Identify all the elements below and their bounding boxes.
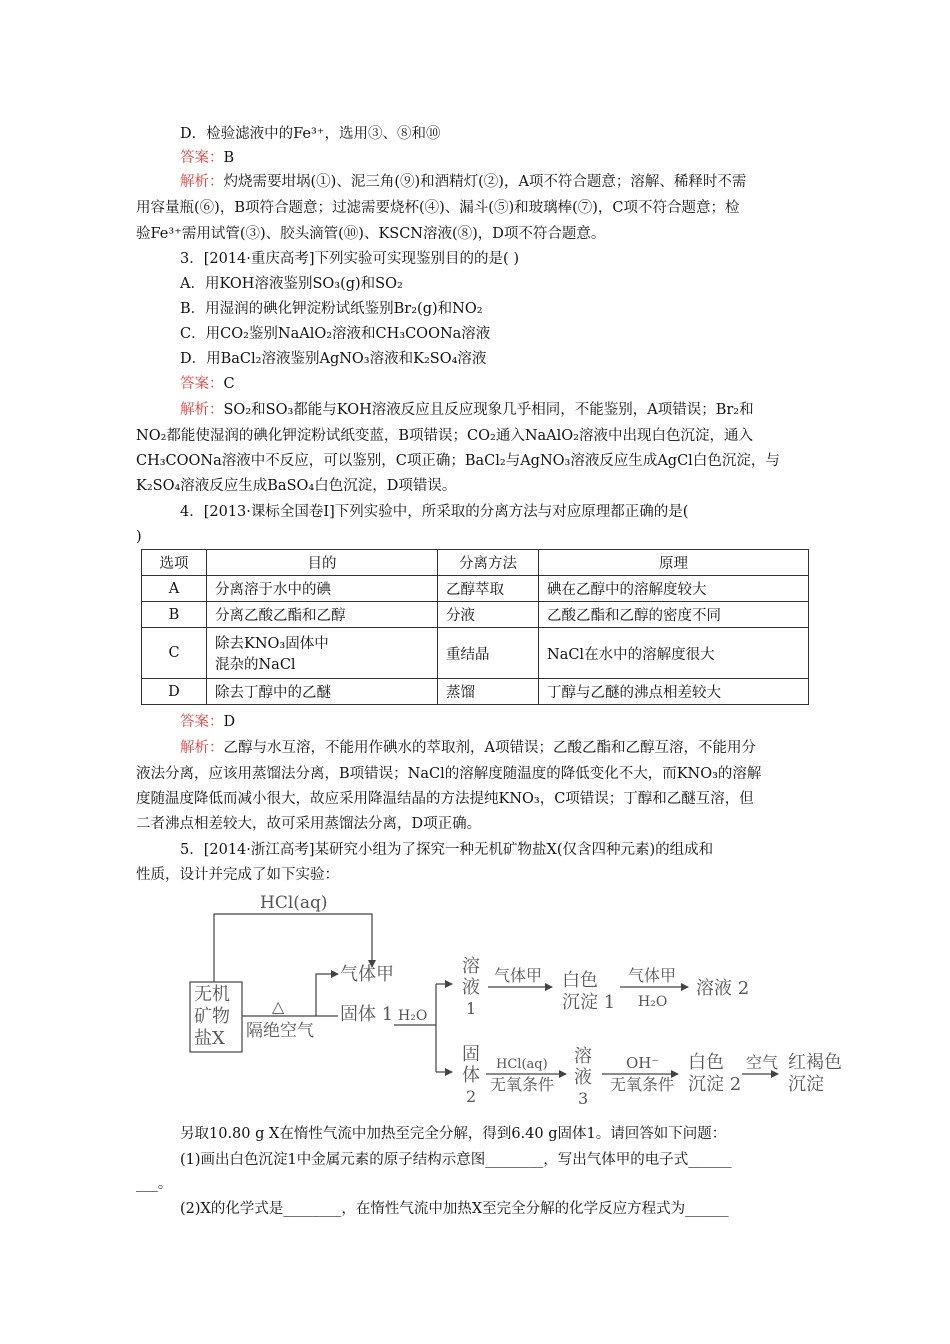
white-ppt1-label: 白色: [562, 970, 598, 991]
heat-label: △: [272, 997, 285, 1016]
solution1-label: 溶: [462, 956, 480, 977]
table-cell: A: [142, 576, 207, 602]
q2-analysis-line: [180, 172, 746, 192]
table-cell: 丁醇与乙醚的沸点相差较大: [539, 679, 809, 705]
experiment-flow-diagram: [180, 892, 860, 1114]
answer-value: D: [223, 714, 236, 730]
q3-option-b: B．用湿润的碘化钾淀粉试纸鉴别Br₂(g)和NO₂: [180, 301, 483, 317]
table-row: [142, 602, 809, 628]
table-cell: 蒸馏: [438, 679, 539, 705]
table-header: 分离方法: [438, 550, 539, 576]
q3-answer: [180, 374, 235, 394]
table-header: 原理: [539, 550, 809, 576]
table-cell: 乙酸乙酯和乙醇的密度不同: [539, 602, 809, 628]
q3-analysis-line: [180, 400, 754, 420]
table-cell: NaCl在水中的溶解度很大: [539, 628, 809, 679]
table-cell: B: [142, 602, 207, 628]
q4-analysis-line: 度随温度降低而减小很大，故应采用降温结晶的方法提纯KNO₃，C项错误；丁醇和乙醚互溶，但: [136, 791, 754, 807]
red-brown-label: 红褐色: [788, 1052, 842, 1073]
table-header: 选项: [142, 550, 207, 576]
table-cell: 碘在乙醇中的溶解度较大: [539, 576, 809, 602]
solid2-label: 体: [462, 1065, 480, 1086]
gas-a3-label: 气体甲: [628, 966, 677, 985]
table-cell: 乙醇萃取: [438, 576, 539, 602]
gas-a-label: 气体甲: [340, 964, 394, 985]
no-oxygen2-label: 无氧条件: [610, 1075, 675, 1094]
q3-stem: 3．[2014·重庆高考]下列实验可实现鉴别目的的是( ): [180, 251, 519, 267]
solid2-label: 固: [462, 1044, 480, 1065]
hcl2-label: HCl(aq): [496, 1057, 548, 1072]
solution3-label: 液: [574, 1067, 592, 1088]
q3-option-c: C．用CO₂鉴别NaAlO₂溶液和CH₃COONa溶液: [180, 326, 491, 342]
table-row: [142, 628, 809, 679]
q5-stem-2: 性质，设计并完成了如下实验：: [136, 867, 339, 883]
gas-branch-arrow: [316, 974, 338, 1016]
white-ppt2-label: 沉淀 2: [688, 1074, 742, 1095]
no-oxygen-label: 无氧条件: [490, 1075, 555, 1094]
solution1-label: 液: [462, 977, 480, 998]
table-header-row: [142, 550, 809, 576]
q5-stem: 5．[2014·浙江高考]某研究小组为了探究一种无机矿物盐X(仅含四种元素)的组成和: [180, 842, 714, 858]
table-cell: D: [142, 679, 207, 705]
q3-analysis-line: CH₃COONa溶液中不反应，可以鉴别，C项正确；BaCl₂与AgNO₃溶液反应生成AgCl白色沉淀，与: [136, 453, 780, 469]
gas-a2-label: 气体甲: [494, 966, 543, 985]
q2-analysis-line: 验Fe³⁺需用试管(③)、胶头滴管(⑩)、KSCN溶液(⑧)，D项不符合题意。: [136, 226, 606, 242]
table-header: 目的: [207, 550, 438, 576]
mineral-label: 盐X: [194, 1028, 225, 1049]
mineral-label: 矿物: [194, 1006, 230, 1027]
table-row: [142, 679, 809, 705]
table-cell: 分离溶于水中的碘: [207, 576, 438, 602]
q5-sub2: (2)X的化学式是________，在惰性气流中加热X至完全分解的化学反应方程式为______: [180, 1201, 729, 1217]
q2-answer: [180, 148, 234, 168]
q4-analysis-line: 二者沸点相差较大，故可采用蒸馏法分离，D项正确。: [136, 816, 482, 832]
table-cell: 重结晶: [438, 628, 539, 679]
q3-analysis-line: NO₂都能使湿润的碘化钾淀粉试纸变蓝，B项错误；CO₂通入NaAlO₂溶液中出现白色沉淀，通入: [136, 428, 753, 444]
answer-label: 答案：: [180, 714, 224, 730]
answer-label: 答案：: [180, 376, 224, 392]
solution3-label: 溶: [574, 1046, 592, 1067]
white-ppt2-label: 白色: [688, 1052, 724, 1073]
q5-given: 另取10.80 g X在惰性气流中加热至完全分解，得到6.40 g固体1。请回答如下问题：: [180, 1126, 727, 1142]
table-cell: 除去丁醇中的乙醚: [207, 679, 438, 705]
white-ppt1-label: 沉淀 1: [562, 992, 616, 1013]
solid1-label: 固体 1: [340, 1004, 394, 1025]
oh-label: OH⁻: [626, 1054, 660, 1072]
solution3-label: 3: [578, 1089, 589, 1108]
q4-stem: 4．[2013·课标全国卷Ⅰ]下列实验中，所采取的分离方法与对应原理都正确的是(: [180, 504, 689, 520]
table-cell: 分离乙酸乙酯和乙醇: [207, 602, 438, 628]
q3-analysis-line: K₂SO₄溶液反应生成BaSO₄白色沉淀，D项错误。: [136, 478, 457, 494]
answer-label: 答案：: [180, 150, 224, 166]
air-label: 空气: [746, 1053, 779, 1072]
isolate-air-label: 隔绝空气: [246, 1021, 314, 1041]
q2-analysis-line: 用容量瓶(⑥)，B项符合题意；过滤需要烧杯(④)、漏斗(⑤)和玻璃棒(⑦)，C项不符合题意；检: [136, 200, 740, 216]
water2-label: H₂O: [638, 994, 668, 1010]
q5-sub1-cont: ___。: [136, 1176, 173, 1192]
table-cell: [207, 628, 438, 679]
q4-stem-end: ): [136, 529, 142, 545]
analysis-label: 解析：: [180, 740, 224, 756]
mineral-label: 无机: [194, 984, 230, 1005]
q2-option-d: D．检验滤液中的Fe³⁺，选用③、⑧和⑩: [180, 126, 441, 142]
analysis-label: 解析：: [180, 174, 224, 190]
analysis-text: SO₂和SO₃都能与KOH溶液反应且反应现象几乎相同，不能鉴别，A项错误；Br₂和: [223, 402, 754, 418]
q4-analysis-line: 液法分离，应该用蒸馏法分离，B项错误；NaCl的溶解度随温度的降低变化不大，而KNO₃的溶解: [136, 766, 762, 782]
analysis-label: 解析：: [180, 402, 224, 418]
q3-option-a: A．用KOH溶液鉴别SO₃(g)和SO₂: [180, 276, 403, 292]
water-label: H₂O: [398, 1008, 428, 1024]
answer-value: B: [223, 150, 235, 166]
table-cell: C: [142, 628, 207, 679]
cell-line: 除去KNO₃固体中: [215, 636, 329, 652]
solution2-label: 溶液 2: [696, 978, 750, 999]
red-brown-label: 沉淀: [788, 1074, 824, 1095]
q4-analysis-line: [180, 738, 756, 758]
answer-value: C: [223, 376, 235, 392]
q4-answer: [180, 712, 235, 732]
q3-option-d: D．用BaCl₂溶液鉴别AgNO₃溶液和K₂SO₄溶液: [180, 351, 487, 367]
analysis-text: 灼烧需要坩埚(①)、泥三角(⑨)和酒精灯(②)，A项不符合题意；溶解、稀释时不需: [223, 174, 747, 190]
solid2-label: 2: [466, 1087, 477, 1106]
cell-line: 混杂的NaCl: [215, 657, 296, 673]
table-row: [142, 576, 809, 602]
table-cell: 分液: [438, 602, 539, 628]
analysis-text: 乙醇与水互溶，不能用作碘水的萃取剂，A项错误；乙酸乙酯和乙醇互溶，不能用分: [223, 740, 756, 756]
hcl-top-label: HCl(aq): [260, 893, 328, 913]
solution1-label: 1: [466, 999, 477, 1018]
q4-options-table: [141, 549, 809, 705]
q5-sub1: (1)画出白色沉淀1中金属元素的原子结构示意图________，写出气体甲的电子式______: [180, 1152, 732, 1168]
